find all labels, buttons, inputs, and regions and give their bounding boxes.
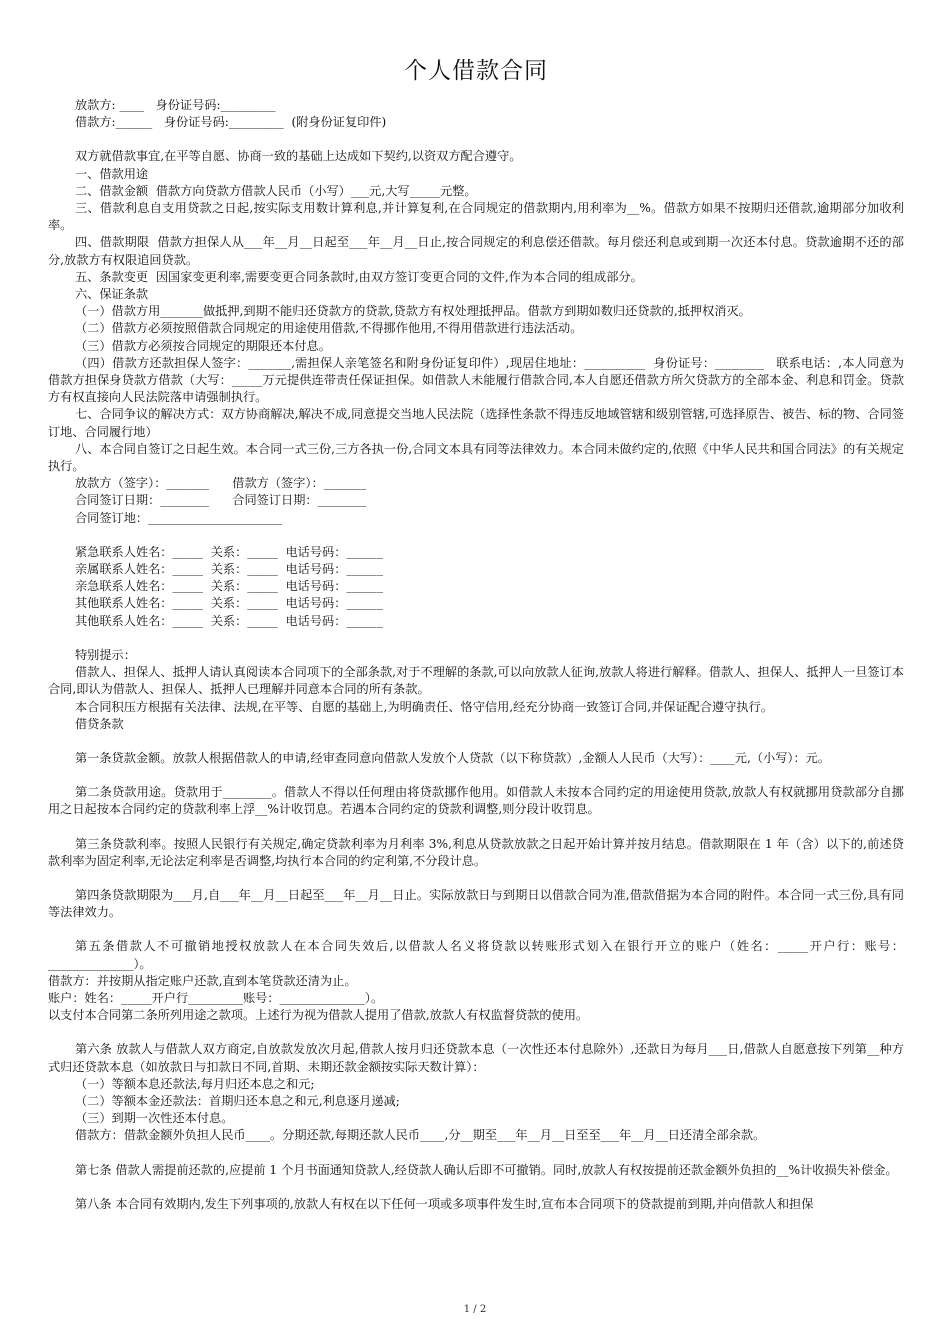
spacer	[48, 131, 904, 148]
article-6-item: （三）到期一次性还本付息。	[75, 1111, 234, 1126]
contact-row: 其他联系人姓名：_____ 关系：_____ 电话号码：______	[75, 596, 383, 611]
article-7: 第七条 借款人需提前还款的,应提前 1 个月书面通知贷款人,经贷款人确认后即不可撤销。同时,放款人有权按提前还款金额外负担的__%计收损失补偿金。	[75, 1162, 898, 1177]
notice-paragraph: 本合同积压方根据有关法律、法规,在平等、自愿的基础上,为明确责任、恪守信用,经充分协商一致签订合同,并保证配合遵守执行。	[75, 699, 773, 714]
article-8: 第八条 本合同有效期内,发生下列事项的,放款人有权在以下任何一项或多项事件发生时,宣布本合同项下的贷款提前到期,并向借款人和担保	[75, 1196, 814, 1211]
signature-line-1: 放款方（签字）：_______ 借款方（签字）：_______	[75, 476, 367, 491]
contact-row: 其他联系人姓名：_____ 关系：_____ 电话号码：______	[75, 613, 383, 628]
article-5-line: 以支付本合同第二条所列用途之款项。上述行为视为借款人提用了借款,放款人有权监督贷款的使用。	[48, 1008, 589, 1023]
article-5: 第五条借款人不可撤销地授权放款人在本合同失效后,以借款人名义将贷款以转账形式划入在银行开立的账户（姓名：_____开户行：账号：______________）。	[48, 939, 904, 971]
spacer	[48, 767, 904, 784]
guarantee-item-4: （四）借款方还款担保人签字：_______,需担保人亲笔签名和附身份证复印件）,现居住地址：__________ 身份证号：________ 联系电话：,本人同意为借款方担保身贷款方借款（大写：_____万元提供连带责任保证担保。如借款人未能履行借款合同,本人自愿还借款方所欠贷款方的全部本金、利息和罚金。贷款方有权直接向人民法院落申请强制执行。	[48, 355, 904, 405]
clause-5: 五、条款变更 因国家变更利率,需要变更合同条款时,由双方签订变更合同的文件,作为本合同的组成部分。	[75, 269, 643, 284]
article-6: 第六条 放款人与借款人双方商定,自放款发放次月起,借款人按月归还贷款本息（一次性还本付息除外）,还款日为每月___日,借款人自愿意按下列第__种方式归还贷款本息（如放款日与扣款日不同,首期、未期还款金额按实际天数计算）：	[48, 1042, 904, 1074]
article-6-item: （二）等额本金还款法：首期归还本息之和元,利息逐月递减;	[75, 1093, 400, 1108]
signature-line-3: 合同签订地：______________________	[75, 510, 283, 525]
clause-8: 八、本合同自签订之日起生效。本合同一式三份,三方各执一份,合同文本具有同等法律效力。本合同未做约定的,依照《中华人民共和国合同法》的有关规定执行。	[48, 441, 904, 474]
spacer	[48, 1145, 904, 1162]
article-2: 第二条贷款用途。贷款用于________。借款人不得以任何理由将贷款挪作他用。如借款人未按本合同约定的用途使用贷款,放款人有权就挪用贷款部分自挪用之日起按本合同约定的贷款利率上浮__%计收罚息。若遇本合同约定的贷款利调整,则分段计收罚息。	[48, 785, 904, 817]
clause-2: 二、借款金额 借款方向贷款方借款人民币（小写）___元,大写_____元整。	[75, 183, 477, 198]
clause-3: 三、借款利息自支用贷款之日起,按实际支用数计算利息,并计算复利,在合同规定的借款期内,用利率为__%。借款方如果不按期归还借款,逾期部分加收利率。	[48, 201, 904, 233]
notice-heading: 特别提示：	[75, 647, 136, 662]
article-5-line: 账户：姓名：_____开户行_________账号：______________）。	[48, 990, 384, 1005]
article-6-item: （一）等额本息还款法,每月归还本息之和元;	[75, 1076, 315, 1091]
contact-row: 亲急联系人姓名：_____ 关系：_____ 电话号码：______	[75, 579, 383, 594]
loan-terms-heading: 借贷条款	[75, 716, 124, 731]
article-4: 第四条贷款期限为___月,自___年__月__日起至___年__月__日止。实际放款日与到期日以借款合同为准,借款借据为本合同的附件。本合同一式三份,具有同等法律效力。	[48, 887, 904, 920]
guarantee-item-3: （三）借款方必须按合同规定的期限还本付息。	[75, 338, 331, 353]
borrower-line: 借款方:______ 身份证号码:_________ (附身份证复印件)	[75, 115, 387, 130]
guarantee-item-2: （二）借款方必须按照借款合同规定的用途使用借款,不得挪作他用,不得用借款进行违法活动。	[75, 321, 583, 336]
spacer	[48, 733, 904, 750]
clause-6: 六、保证条款	[75, 287, 149, 302]
contact-row: 紧急联系人姓名：_____ 关系：_____ 电话号码：______	[75, 544, 383, 559]
article-3: 第三条贷款利率。按照人民银行有关规定,确定贷款利率为月利率 3%,利息从贷款放款之日起开始计算并按月结息。借款期限在 1 年（含）以下的,前述贷款利率为固定利率,无论法定利率是否调整,均执行本合同的约定利第,不分段计息。	[48, 836, 904, 868]
spacer	[48, 527, 904, 544]
article-1: 第一条贷款金额。放款人根据借款人的申请,经审查同意向借款人发放个人贷款（以下称贷款）,金额人人民币（大写）：____元,（小写）：元。	[75, 750, 831, 765]
clause-4: 四、借款期限 借款方担保人从___年__月__日起至___年__月__日止,按合同规定的利息偿还借款。每月偿还利息或到期一次还本付息。贷款逾期不还的部分,放款方有权限追回贷款。	[48, 235, 904, 267]
article-5-line: 借款方：并按期从指定账户还款,直到本笔贷款还清为止。	[48, 973, 357, 988]
spacer	[48, 870, 904, 887]
clause-7: 七、合同争议的解决方式：双方协商解决,解决不成,同意提交当地人民法院（选择性条款不得违反地域管辖和级别管辖,可选择原告、被告、标的物、合同签订地、合同履行地）	[48, 407, 904, 439]
notice-paragraph: 借款人、担保人、抵押人请认真阅读本合同项下的全部条款,对于不理解的条款,可以向放款人征询,放款人将进行解释。借款人、担保人、抵押人一旦签订本合同,即认为借款人、担保人、抵押人已理解并同意本合同的所有条款。	[48, 665, 904, 697]
spacer	[48, 1024, 904, 1041]
signature-line-2: 合同签订日期：________ 合同签订日期：________	[75, 493, 367, 508]
spacer	[48, 1179, 904, 1196]
page-number: 1 / 2	[463, 1304, 487, 1315]
spacer	[48, 819, 904, 836]
spacer	[48, 630, 904, 647]
spacer	[48, 921, 904, 938]
contract-page	[48, 52, 904, 1213]
contact-row: 亲属联系人姓名：_____ 关系：_____ 电话号码：______	[75, 562, 383, 577]
clause-1: 一、借款用途	[75, 166, 149, 181]
intro-paragraph: 双方就借款事宜,在平等自愿、协商一致的基础上达成如下契约,以资双方配合遵守。	[75, 149, 522, 164]
lender-line: 放款方: ____ 身份证号码:_________	[75, 98, 276, 112]
article-6-tail: 借款方：借款金额外负担人民币____。分期还款,每期还款人民币____,分__期至___年__月__日至至___年__月__日还清全部余款。	[75, 1128, 766, 1143]
document-title: 个人借款合同	[404, 58, 548, 84]
guarantee-item-1: （一）借款方用_______做抵押,到期不能归还贷款方的贷款,贷款方有权处理抵押品。借款方到期如数归还贷款的,抵押权消灭。	[75, 304, 751, 319]
